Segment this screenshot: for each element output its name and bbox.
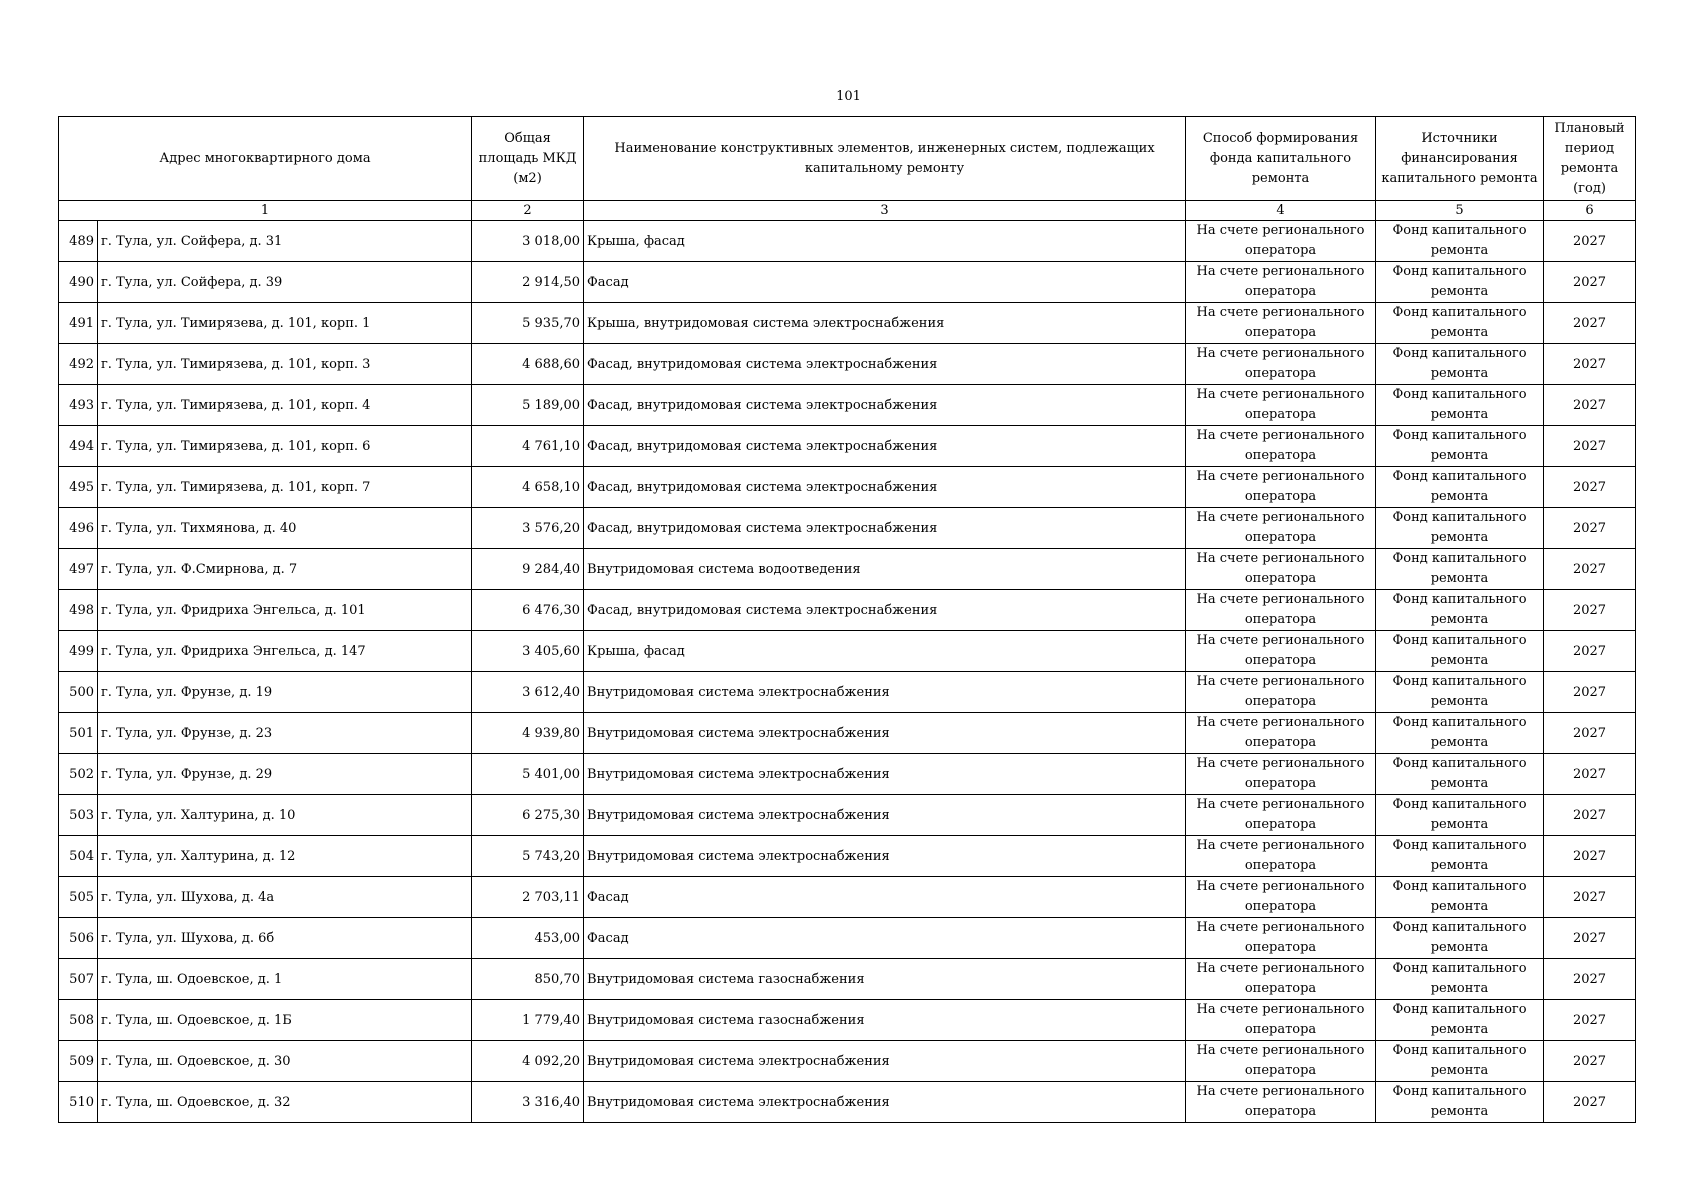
works-cell: Внутридомовая система водоотведения: [584, 549, 1186, 590]
area-cell: 4 939,80: [472, 713, 584, 754]
area-cell: 2 914,50: [472, 262, 584, 303]
source-cell: Фонд капитального ремонта: [1376, 1041, 1544, 1082]
works-cell: Внутридомовая система электроснабжения: [584, 1082, 1186, 1123]
year-cell: 2027: [1544, 1082, 1636, 1123]
area-cell: 1 779,40: [472, 1000, 584, 1041]
row-number: 497: [59, 549, 98, 590]
row-number: 496: [59, 508, 98, 549]
address-cell: г. Тула, ул. Фридриха Энгельса, д. 147: [98, 631, 472, 672]
row-number: 508: [59, 1000, 98, 1041]
table-row: [59, 795, 1636, 836]
row-number: 499: [59, 631, 98, 672]
source-cell: Фонд капитального ремонта: [1376, 303, 1544, 344]
works-cell: Фасад: [584, 262, 1186, 303]
row-number: 489: [59, 221, 98, 262]
address-cell: г. Тула, ул. Фрунзе, д. 29: [98, 754, 472, 795]
year-cell: 2027: [1544, 590, 1636, 631]
address-cell: г. Тула, ш. Одоевское, д. 32: [98, 1082, 472, 1123]
address-cell: г. Тула, ул. Сойфера, д. 39: [98, 262, 472, 303]
area-cell: 850,70: [472, 959, 584, 1000]
works-cell: Фасад, внутридомовая система электроснабжения: [584, 508, 1186, 549]
works-cell: Фасад, внутридомовая система электроснабжения: [584, 590, 1186, 631]
method-cell: На счете регионального оператора: [1186, 508, 1376, 549]
address-cell: г. Тула, ул. Тихмянова, д. 40: [98, 508, 472, 549]
area-cell: 4 761,10: [472, 426, 584, 467]
method-cell: На счете регионального оператора: [1186, 426, 1376, 467]
area-cell: 5 743,20: [472, 836, 584, 877]
address-cell: г. Тула, ул. Фридриха Энгельса, д. 101: [98, 590, 472, 631]
row-number: 498: [59, 590, 98, 631]
year-cell: 2027: [1544, 303, 1636, 344]
area-cell: 5 189,00: [472, 385, 584, 426]
row-number: 492: [59, 344, 98, 385]
table-row: [59, 1000, 1636, 1041]
works-cell: Фасад: [584, 918, 1186, 959]
column-number: 5: [1376, 201, 1544, 221]
method-cell: На счете регионального оператора: [1186, 1000, 1376, 1041]
row-number: 507: [59, 959, 98, 1000]
row-number: 494: [59, 426, 98, 467]
table-row: [59, 877, 1636, 918]
row-number: 495: [59, 467, 98, 508]
row-number: 504: [59, 836, 98, 877]
address-cell: г. Тула, ш. Одоевское, д. 30: [98, 1041, 472, 1082]
column-number: 4: [1186, 201, 1376, 221]
source-cell: Фонд капитального ремонта: [1376, 631, 1544, 672]
page-number: 101: [836, 89, 861, 104]
method-cell: На счете регионального оператора: [1186, 918, 1376, 959]
table-row: [59, 426, 1636, 467]
table-row: [59, 754, 1636, 795]
year-cell: 2027: [1544, 754, 1636, 795]
area-cell: 3 405,60: [472, 631, 584, 672]
table-row: [59, 344, 1636, 385]
method-cell: На счете регионального оператора: [1186, 672, 1376, 713]
source-cell: Фонд капитального ремонта: [1376, 672, 1544, 713]
address-cell: г. Тула, ул. Халтурина, д. 10: [98, 795, 472, 836]
table-row: [59, 221, 1636, 262]
table-body: [59, 221, 1636, 1123]
works-cell: Крыша, внутридомовая система электроснабжения: [584, 303, 1186, 344]
area-cell: 3 612,40: [472, 672, 584, 713]
method-cell: На счете регионального оператора: [1186, 385, 1376, 426]
table-row: [59, 672, 1636, 713]
address-cell: г. Тула, ул. Ф.Смирнова, д. 7: [98, 549, 472, 590]
method-cell: На счете регионального оператора: [1186, 590, 1376, 631]
repair-register-table: [58, 116, 1636, 1123]
method-cell: На счете регионального оператора: [1186, 262, 1376, 303]
header-year: Плановый период ремонта (год): [1544, 117, 1636, 201]
works-cell: Внутридомовая система газоснабжения: [584, 1000, 1186, 1041]
column-number: 2: [472, 201, 584, 221]
table-row: [59, 1082, 1636, 1123]
method-cell: На счете регионального оператора: [1186, 303, 1376, 344]
method-cell: На счете регионального оператора: [1186, 754, 1376, 795]
works-cell: Внутридомовая система электроснабжения: [584, 754, 1186, 795]
source-cell: Фонд капитального ремонта: [1376, 385, 1544, 426]
row-number: 490: [59, 262, 98, 303]
area-cell: 5 935,70: [472, 303, 584, 344]
year-cell: 2027: [1544, 221, 1636, 262]
source-cell: Фонд капитального ремонта: [1376, 795, 1544, 836]
table-row: [59, 590, 1636, 631]
year-cell: 2027: [1544, 672, 1636, 713]
table-row: [59, 836, 1636, 877]
area-cell: 453,00: [472, 918, 584, 959]
method-cell: На счете регионального оператора: [1186, 1041, 1376, 1082]
address-cell: г. Тула, ш. Одоевское, д. 1Б: [98, 1000, 472, 1041]
source-cell: Фонд капитального ремонта: [1376, 344, 1544, 385]
method-cell: На счете регионального оператора: [1186, 344, 1376, 385]
table-row: [59, 713, 1636, 754]
works-cell: Фасад, внутридомовая система электроснабжения: [584, 426, 1186, 467]
works-cell: Фасад, внутридомовая система электроснабжения: [584, 467, 1186, 508]
works-cell: Фасад: [584, 877, 1186, 918]
table-row: [59, 549, 1636, 590]
year-cell: 2027: [1544, 467, 1636, 508]
table-row: [59, 262, 1636, 303]
method-cell: На счете регионального оператора: [1186, 795, 1376, 836]
area-cell: 6 476,30: [472, 590, 584, 631]
year-cell: 2027: [1544, 344, 1636, 385]
table-row: [59, 631, 1636, 672]
area-cell: 4 688,60: [472, 344, 584, 385]
year-cell: 2027: [1544, 262, 1636, 303]
source-cell: Фонд капитального ремонта: [1376, 590, 1544, 631]
area-cell: 3 316,40: [472, 1082, 584, 1123]
year-cell: 2027: [1544, 713, 1636, 754]
works-cell: Внутридомовая система электроснабжения: [584, 1041, 1186, 1082]
works-cell: Внутридомовая система газоснабжения: [584, 959, 1186, 1000]
source-cell: Фонд капитального ремонта: [1376, 221, 1544, 262]
area-cell: 4 092,20: [472, 1041, 584, 1082]
row-number: 502: [59, 754, 98, 795]
method-cell: На счете регионального оператора: [1186, 1082, 1376, 1123]
header-area: Общая площадь МКД (м2): [472, 117, 584, 201]
area-cell: 3 018,00: [472, 221, 584, 262]
table-row: [59, 467, 1636, 508]
year-cell: 2027: [1544, 877, 1636, 918]
column-number-row: [59, 201, 1636, 221]
column-number: 6: [1544, 201, 1636, 221]
address-cell: г. Тула, ул. Сойфера, д. 31: [98, 221, 472, 262]
works-cell: Внутридомовая система электроснабжения: [584, 713, 1186, 754]
method-cell: На счете регионального оператора: [1186, 221, 1376, 262]
header-address: Адрес многоквартирного дома: [59, 117, 472, 201]
works-cell: Внутридомовая система электроснабжения: [584, 836, 1186, 877]
address-cell: г. Тула, ул. Тимирязева, д. 101, корп. 4: [98, 385, 472, 426]
source-cell: Фонд капитального ремонта: [1376, 426, 1544, 467]
year-cell: 2027: [1544, 426, 1636, 467]
table-row: [59, 385, 1636, 426]
method-cell: На счете регионального оператора: [1186, 549, 1376, 590]
address-cell: г. Тула, ул. Тимирязева, д. 101, корп. 7: [98, 467, 472, 508]
address-cell: г. Тула, ул. Шухова, д. 4а: [98, 877, 472, 918]
row-number: 500: [59, 672, 98, 713]
row-number: 493: [59, 385, 98, 426]
method-cell: На счете регионального оператора: [1186, 631, 1376, 672]
year-cell: 2027: [1544, 1041, 1636, 1082]
area-cell: 5 401,00: [472, 754, 584, 795]
works-cell: Внутридомовая система электроснабжения: [584, 795, 1186, 836]
column-number: 1: [59, 201, 472, 221]
year-cell: 2027: [1544, 918, 1636, 959]
source-cell: Фонд капитального ремонта: [1376, 713, 1544, 754]
year-cell: 2027: [1544, 385, 1636, 426]
source-cell: Фонд капитального ремонта: [1376, 754, 1544, 795]
source-cell: Фонд капитального ремонта: [1376, 918, 1544, 959]
address-cell: г. Тула, ул. Фрунзе, д. 19: [98, 672, 472, 713]
works-cell: Внутридомовая система электроснабжения: [584, 672, 1186, 713]
source-cell: Фонд капитального ремонта: [1376, 877, 1544, 918]
area-cell: 2 703,11: [472, 877, 584, 918]
header-works: Наименование конструктивных элементов, инженерных систем, подлежащих капитальному ремонту: [584, 117, 1186, 201]
address-cell: г. Тула, ш. Одоевское, д. 1: [98, 959, 472, 1000]
source-cell: Фонд капитального ремонта: [1376, 836, 1544, 877]
source-cell: Фонд капитального ремонта: [1376, 959, 1544, 1000]
works-cell: Фасад, внутридомовая система электроснабжения: [584, 344, 1186, 385]
year-cell: 2027: [1544, 795, 1636, 836]
source-cell: Фонд капитального ремонта: [1376, 549, 1544, 590]
year-cell: 2027: [1544, 508, 1636, 549]
year-cell: 2027: [1544, 959, 1636, 1000]
table-row: [59, 303, 1636, 344]
source-cell: Фонд капитального ремонта: [1376, 1082, 1544, 1123]
header-row: [59, 117, 1636, 201]
row-number: 503: [59, 795, 98, 836]
method-cell: На счете регионального оператора: [1186, 467, 1376, 508]
row-number: 491: [59, 303, 98, 344]
column-number: 3: [584, 201, 1186, 221]
address-cell: г. Тула, ул. Фрунзе, д. 23: [98, 713, 472, 754]
method-cell: На счете регионального оператора: [1186, 836, 1376, 877]
table-row: [59, 508, 1636, 549]
header-method: Способ формирования фонда капитального ремонта: [1186, 117, 1376, 201]
source-cell: Фонд капитального ремонта: [1376, 262, 1544, 303]
year-cell: 2027: [1544, 836, 1636, 877]
year-cell: 2027: [1544, 1000, 1636, 1041]
method-cell: На счете регионального оператора: [1186, 713, 1376, 754]
row-number: 501: [59, 713, 98, 754]
source-cell: Фонд капитального ремонта: [1376, 1000, 1544, 1041]
area-cell: 9 284,40: [472, 549, 584, 590]
address-cell: г. Тула, ул. Шухова, д. 6б: [98, 918, 472, 959]
address-cell: г. Тула, ул. Тимирязева, д. 101, корп. 1: [98, 303, 472, 344]
works-cell: Фасад, внутридомовая система электроснабжения: [584, 385, 1186, 426]
area-cell: 6 275,30: [472, 795, 584, 836]
row-number: 510: [59, 1082, 98, 1123]
row-number: 506: [59, 918, 98, 959]
source-cell: Фонд капитального ремонта: [1376, 467, 1544, 508]
works-cell: Крыша, фасад: [584, 221, 1186, 262]
row-number: 505: [59, 877, 98, 918]
address-cell: г. Тула, ул. Тимирязева, д. 101, корп. 6: [98, 426, 472, 467]
header-source: Источники финансирования капитального ремонта: [1376, 117, 1544, 201]
address-cell: г. Тула, ул. Халтурина, д. 12: [98, 836, 472, 877]
row-number: 509: [59, 1041, 98, 1082]
method-cell: На счете регионального оператора: [1186, 877, 1376, 918]
year-cell: 2027: [1544, 631, 1636, 672]
area-cell: 3 576,20: [472, 508, 584, 549]
source-cell: Фонд капитального ремонта: [1376, 508, 1544, 549]
table-row: [59, 959, 1636, 1000]
area-cell: 4 658,10: [472, 467, 584, 508]
table-row: [59, 918, 1636, 959]
address-cell: г. Тула, ул. Тимирязева, д. 101, корп. 3: [98, 344, 472, 385]
year-cell: 2027: [1544, 549, 1636, 590]
method-cell: На счете регионального оператора: [1186, 959, 1376, 1000]
works-cell: Крыша, фасад: [584, 631, 1186, 672]
table-row: [59, 1041, 1636, 1082]
